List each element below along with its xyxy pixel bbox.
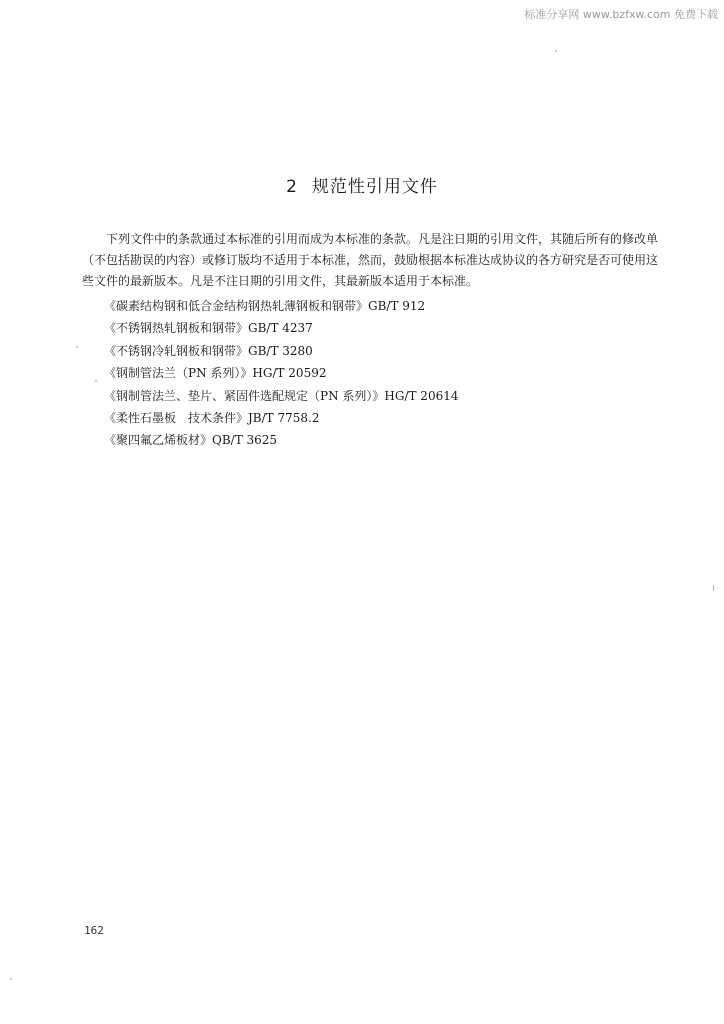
scan-speck bbox=[95, 380, 97, 382]
section-heading bbox=[0, 172, 724, 197]
reference-item: 《不锈钢热轧钢板和钢带》GB/T 4237 bbox=[104, 321, 313, 336]
reference-item: 《柔性石墨板 技术条件》JB/T 7758.2 bbox=[104, 411, 320, 426]
watermark-text: 标准分享网 www.bzfxw.com 免费下载 bbox=[524, 8, 718, 21]
section-number: 2 bbox=[286, 177, 298, 197]
scan-speck bbox=[76, 346, 78, 348]
scan-speck bbox=[555, 50, 557, 52]
reference-item: 《不锈钢冷轧钢板和钢带》GB/T 3280 bbox=[104, 343, 313, 358]
scan-speck bbox=[713, 585, 714, 591]
reference-list bbox=[104, 295, 458, 452]
intro-paragraph: 下列文件中的条款通过本标准的引用而成为本标准的条款。凡是注日期的引用文件，其随后所有的修改单（不包括勘误的内容）或修订版均不适用于本标准，然而，鼓励根据本标准达成协议的各方研究是否可使用这些文件的最新版本。凡是不注日期的引用文件，其最新版本适用于本标准。 bbox=[82, 232, 659, 288]
section-title: 规范性引用文件 bbox=[311, 177, 438, 197]
reference-item: 《碳素结构钢和低合金结构钢热轧薄钢板和钢带》GB/T 912 bbox=[104, 299, 426, 313]
scan-speck bbox=[10, 978, 12, 980]
reference-item: 《钢制管法兰、垫片、紧固件选配规定（PN 系列）》HG/T 20614 bbox=[104, 388, 459, 403]
page-number: 162 bbox=[84, 924, 104, 937]
reference-item: 《聚四氟乙烯板材》QB/T 3625 bbox=[104, 433, 278, 448]
reference-item: 《钢制管法兰（PN 系列）》HG/T 20592 bbox=[104, 366, 327, 381]
